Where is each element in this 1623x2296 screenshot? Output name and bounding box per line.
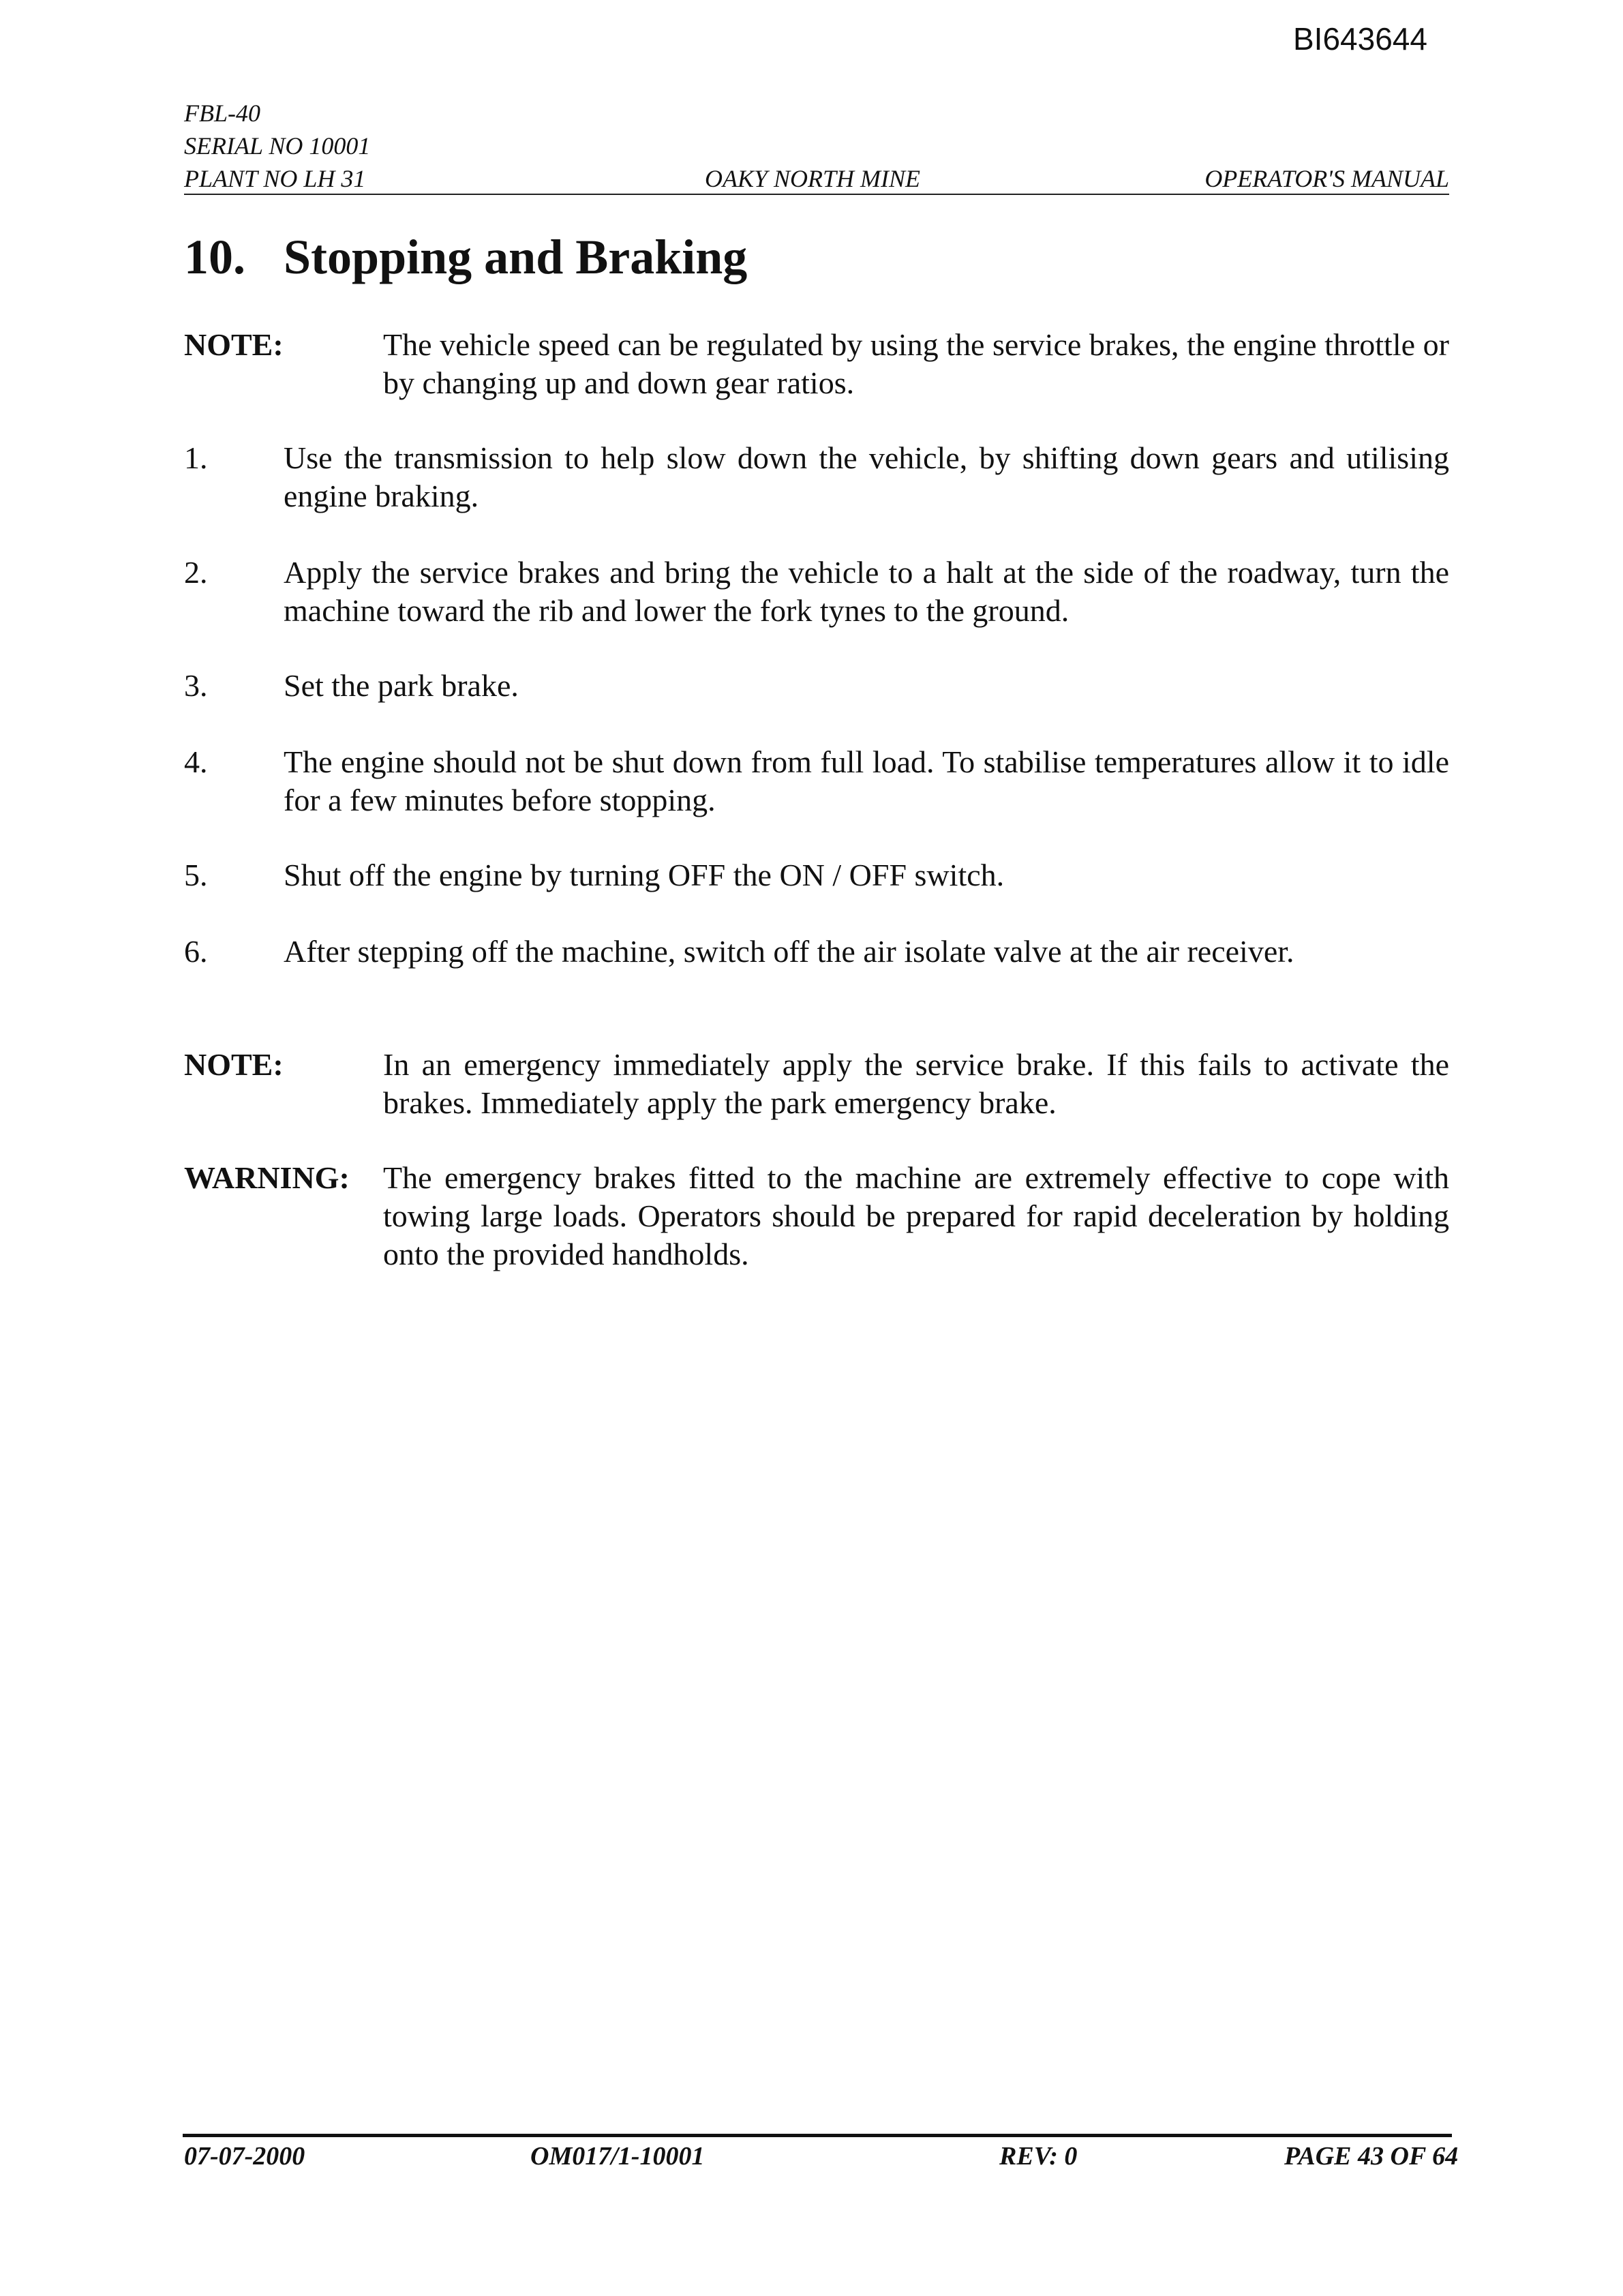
- footer-date: 07-07-2000: [184, 2142, 305, 2171]
- footer-divider: [183, 2134, 1452, 2137]
- note-label: NOTE:: [184, 327, 284, 362]
- emergency-note-block: [184, 1046, 1449, 1122]
- step-number: 1.: [184, 440, 208, 475]
- note-text: In an emergency immediately apply the service brake. If this fails to activate the brakes. Immediately apply the park emergency brake.: [383, 1047, 1449, 1120]
- step-text: Use the transmission to help slow down the vehicle, by shifting down gears and utilising engine braking.: [284, 440, 1449, 513]
- warning-text: The emergency brakes fitted to the machine are extremely effective to cope with towing large loads. Operators should be prepared for rapid deceleration by holding onto the provided handholds.: [383, 1160, 1449, 1271]
- step-text: The engine should not be shut down from full load. To stabilise temperatures allow it to idle for a few minutes before stopping.: [284, 744, 1449, 817]
- document-id: BI643644: [1293, 21, 1427, 57]
- section-heading: [184, 230, 747, 284]
- step-item: [184, 439, 1449, 515]
- step-item: [184, 743, 1449, 819]
- header-mine: OAKY NORTH MINE: [705, 165, 921, 192]
- step-item: [184, 554, 1449, 630]
- header-row: [184, 166, 1449, 195]
- section-title: Stopping and Braking: [284, 230, 748, 284]
- footer-page-number: PAGE 43 OF 64: [1284, 2142, 1459, 2171]
- section-number: 10.: [184, 230, 245, 284]
- step-number: 5.: [184, 858, 208, 892]
- header-plant: PLANT NO LH 31: [184, 165, 366, 192]
- step-item: [184, 933, 1449, 971]
- step-item: [184, 856, 1449, 894]
- note-label: NOTE:: [184, 1047, 284, 1082]
- footer-revision: REV: 0: [999, 2142, 1078, 2171]
- warning-block: [184, 1159, 1449, 1273]
- step-item: [184, 667, 1449, 705]
- step-number: 3.: [184, 668, 208, 703]
- step-number: 4.: [184, 744, 208, 779]
- header-manual: OPERATOR'S MANUAL: [1204, 165, 1449, 192]
- step-number: 6.: [184, 934, 208, 969]
- header-model: FBL-40: [184, 100, 260, 127]
- header-serial: SERIAL NO 10001: [184, 132, 371, 160]
- note-text: The vehicle speed can be regulated by using the service brakes, the engine throttle or by changing up and down gear ratios.: [383, 327, 1449, 400]
- step-text: After stepping off the machine, switch off the air isolate valve at the air receiver.: [284, 934, 1294, 969]
- step-text: Set the park brake.: [284, 668, 519, 703]
- footer-doc-number: OM017/1-10001: [530, 2142, 705, 2171]
- step-text: Shut off the engine by turning OFF the ON / OFF switch.: [284, 858, 1005, 892]
- warning-label: WARNING:: [184, 1160, 350, 1195]
- note-block: [184, 326, 1449, 402]
- step-number: 2.: [184, 555, 208, 590]
- step-text: Apply the service brakes and bring the vehicle to a halt at the side of the roadway, turn the machine toward the rib and lower the fork tynes to the ground.: [284, 555, 1449, 628]
